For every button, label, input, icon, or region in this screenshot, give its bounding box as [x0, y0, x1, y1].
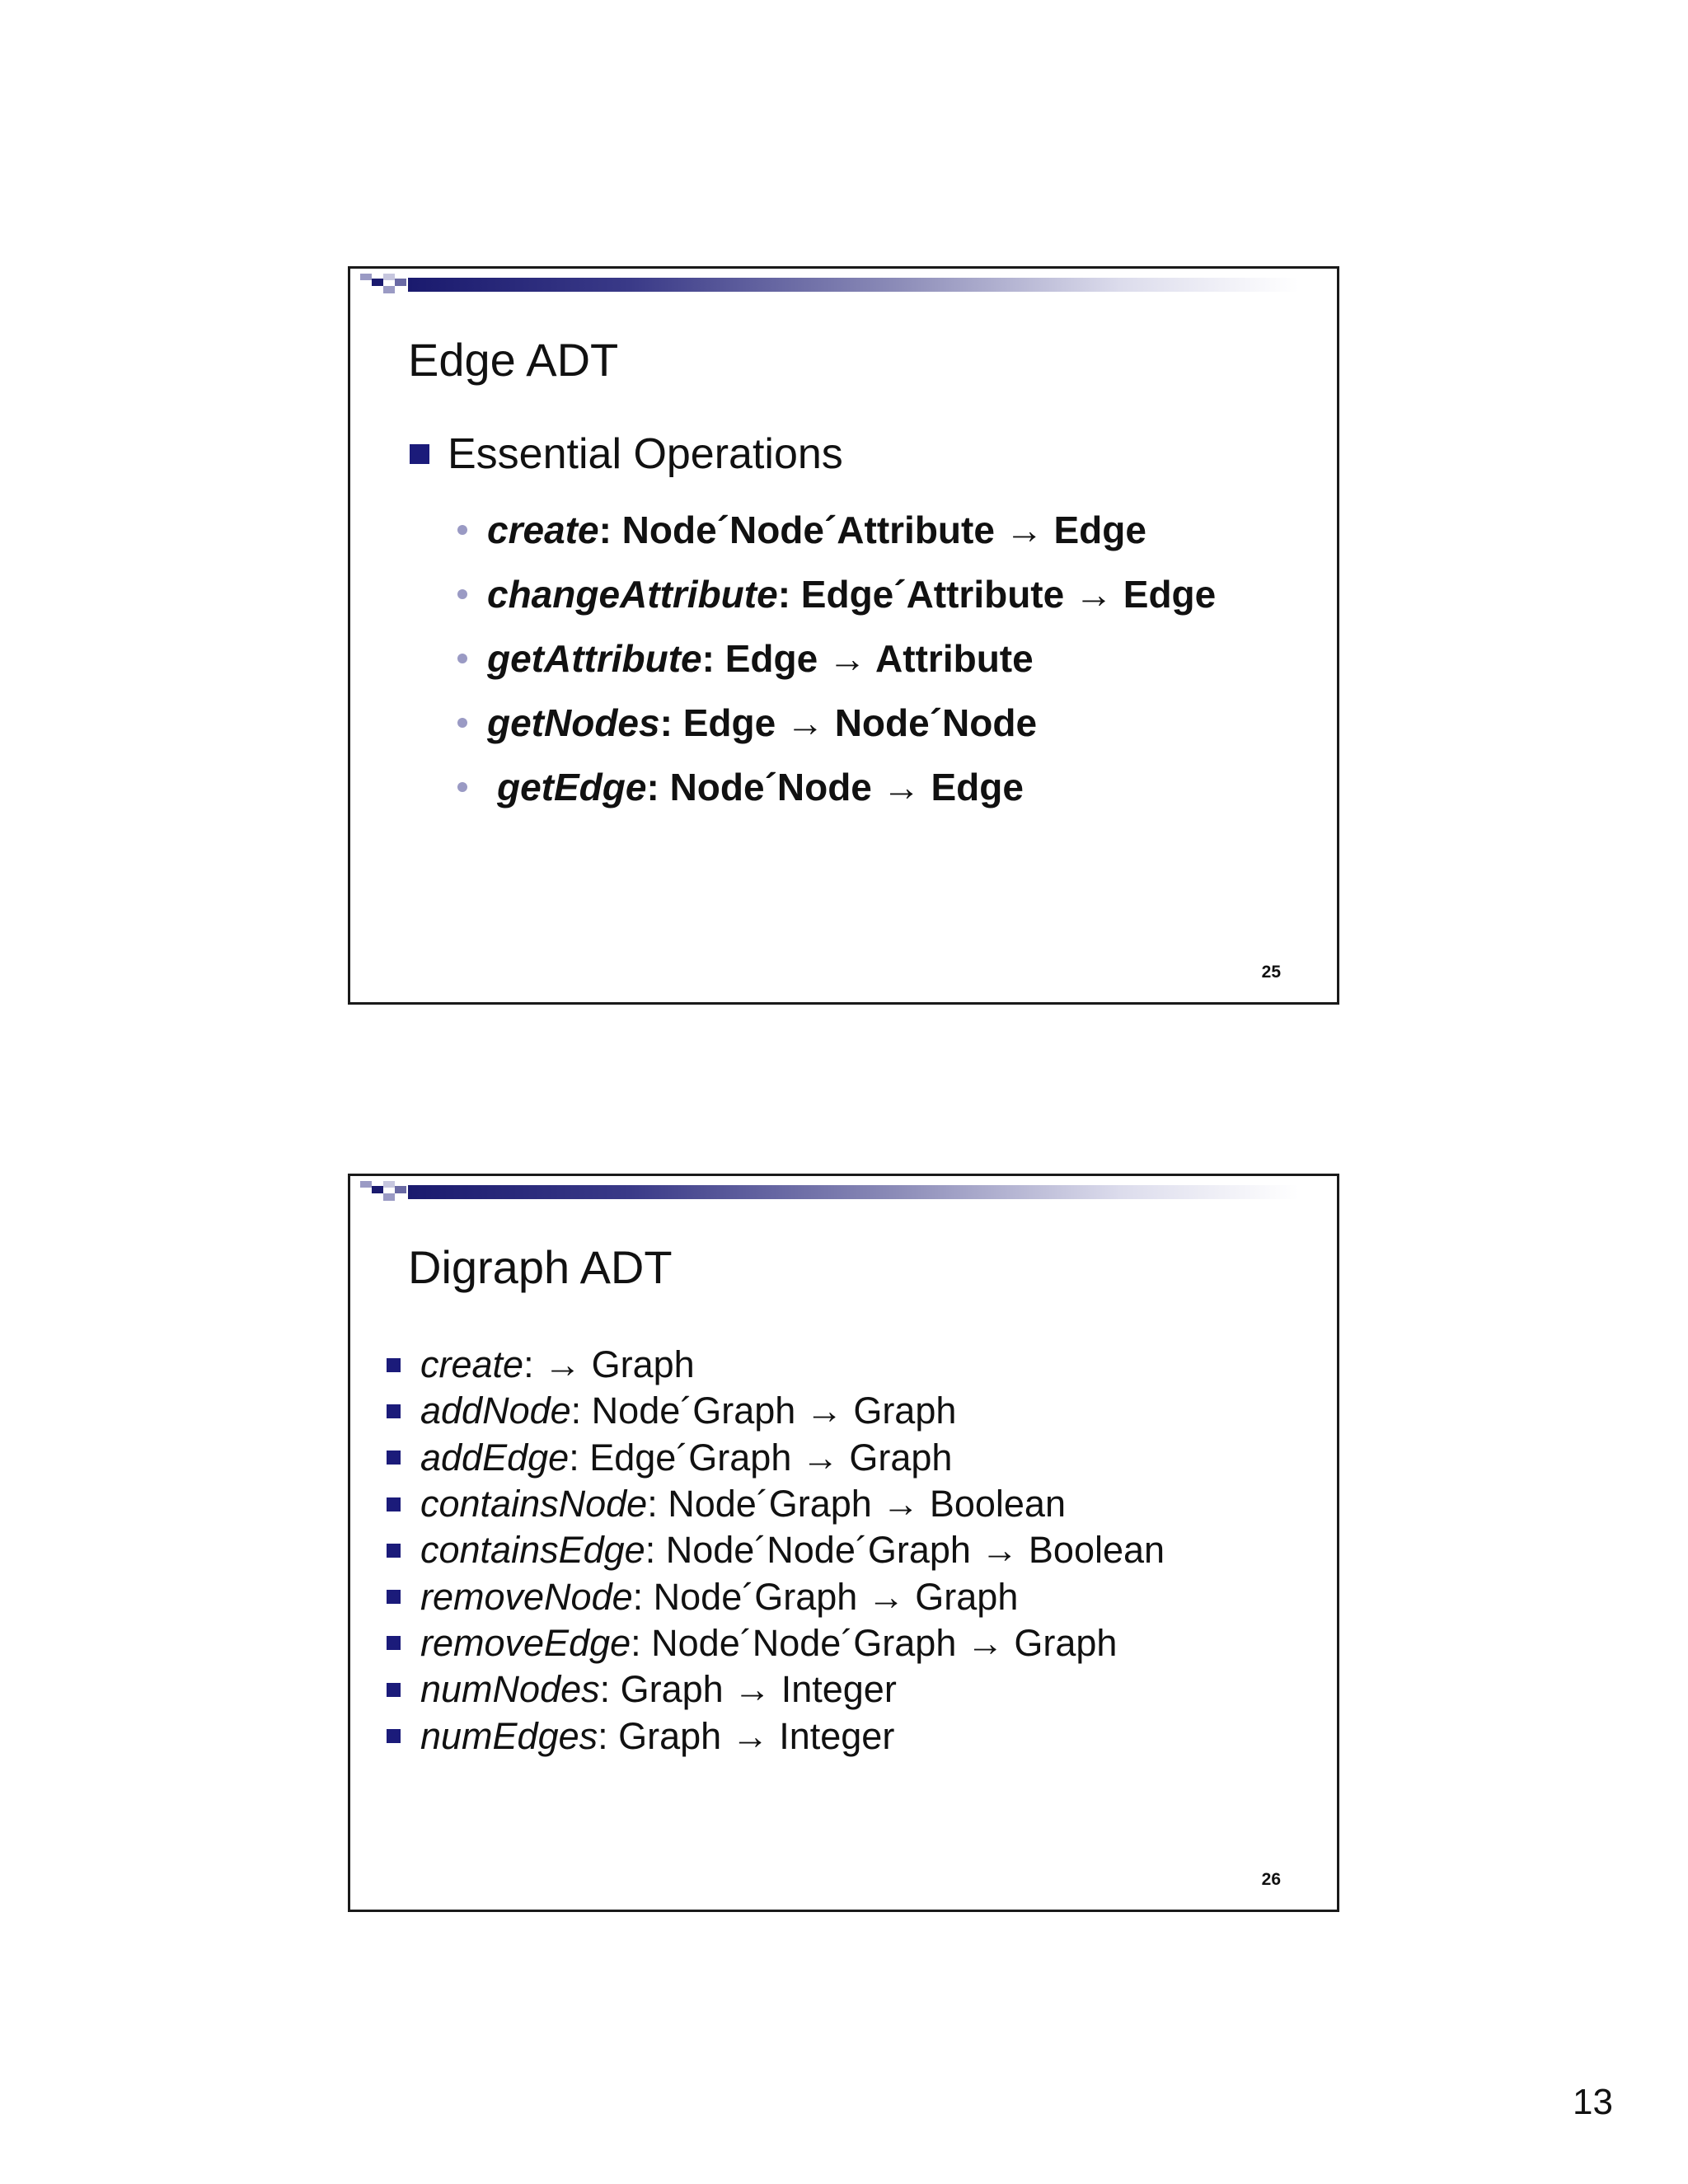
operation-name: removeNode	[420, 1575, 633, 1618]
list-item	[387, 1481, 1165, 1527]
list-item	[387, 1435, 1165, 1481]
header-pixel-block	[372, 279, 383, 286]
operation-signature: : Node´Node´Graph → Graph	[631, 1621, 1118, 1664]
operation-signature: : Edge´Attribute → Edge	[777, 573, 1217, 616]
header-pixel-block	[383, 274, 395, 280]
header-pixel-block	[395, 1186, 406, 1193]
operation-name: containsNode	[420, 1483, 648, 1526]
operation-signature: : Edge → Node´Node	[659, 701, 1038, 744]
list-item	[457, 498, 1216, 562]
operation-name: create	[420, 1343, 524, 1386]
operation-name: containsEdge	[420, 1529, 645, 1572]
operation-name: addEdge	[420, 1436, 570, 1479]
operation-name: numEdges	[420, 1714, 598, 1757]
slide-edge-adt	[348, 266, 1339, 1005]
bullet-text: Essential Operations	[448, 430, 843, 478]
square-bullet-icon	[387, 1590, 401, 1604]
operation-name: getEdge	[497, 766, 647, 808]
list-item	[387, 1713, 1165, 1759]
dot-bullet-icon	[457, 718, 467, 728]
header-gradient-bar	[408, 278, 1298, 292]
operation-signature: : Node´Graph → Graph	[570, 1390, 957, 1432]
operation-signature: : Node´Graph → Boolean	[647, 1483, 1066, 1526]
operation-signature: : Graph → Integer	[599, 1668, 897, 1711]
slide-digraph-adt	[348, 1174, 1339, 1912]
bullet-essential-operations	[410, 429, 843, 479]
square-bullet-icon	[387, 1636, 401, 1650]
list-item	[457, 691, 1216, 755]
list-item	[387, 1620, 1165, 1666]
operation-signature: : → Graph	[523, 1343, 695, 1386]
header-pixel-block	[360, 1181, 372, 1188]
square-bullet-icon	[387, 1544, 401, 1558]
operation-signature: : Edge´Graph → Graph	[569, 1436, 953, 1479]
header-pixel-block	[372, 1186, 383, 1193]
square-bullet-icon	[387, 1404, 401, 1418]
list-item	[387, 1388, 1165, 1434]
operation-name: numNodes	[420, 1668, 600, 1711]
list-item	[457, 626, 1216, 691]
header-pixel-block	[395, 279, 406, 286]
page-number: 13	[1573, 2082, 1613, 2122]
header-pixel-block	[383, 1181, 395, 1188]
header-pixel-block	[360, 274, 372, 280]
header-pixel-block	[383, 1193, 395, 1201]
operation-name: changeAttribute	[487, 573, 778, 616]
operations-list	[387, 1342, 1165, 1760]
operation-name: getAttribute	[487, 637, 702, 680]
list-item	[387, 1666, 1165, 1713]
slide-number: 25	[1261, 963, 1281, 982]
operation-name: addNode	[420, 1390, 571, 1432]
operation-name: removeEdge	[420, 1621, 631, 1664]
operation-name: create	[487, 509, 599, 551]
operation-signature: : Node´Node´Attribute → Edge	[598, 509, 1146, 551]
operation-signature: : Node´Graph → Graph	[632, 1575, 1019, 1618]
slide-number: 26	[1261, 1870, 1281, 1889]
dot-bullet-icon	[457, 525, 467, 535]
dot-bullet-icon	[457, 589, 467, 599]
list-item	[387, 1342, 1165, 1388]
slide-title: Edge ADT	[408, 334, 619, 386]
dot-bullet-icon	[457, 654, 467, 663]
square-bullet-icon	[387, 1451, 401, 1465]
operation-signature: : Node´Node → Edge	[646, 766, 1024, 808]
list-item	[387, 1527, 1165, 1573]
header-pixel-block	[383, 286, 395, 293]
operation-signature: : Edge → Attribute	[701, 637, 1034, 680]
header-gradient-bar	[408, 1185, 1298, 1199]
square-bullet-icon	[387, 1358, 401, 1372]
operation-signature: : Graph → Integer	[598, 1714, 895, 1757]
operations-list	[457, 498, 1216, 819]
list-item	[457, 755, 1216, 819]
square-bullet-icon	[387, 1729, 401, 1743]
slide-title: Digraph ADT	[408, 1241, 673, 1293]
square-bullet-icon	[410, 444, 429, 464]
list-item	[457, 562, 1216, 626]
operation-signature: : Node´Node´Graph → Boolean	[645, 1529, 1165, 1572]
square-bullet-icon	[387, 1497, 401, 1511]
dot-bullet-icon	[457, 782, 467, 792]
square-bullet-icon	[387, 1683, 401, 1697]
operation-name: getNodes	[487, 701, 660, 744]
list-item	[387, 1573, 1165, 1619]
